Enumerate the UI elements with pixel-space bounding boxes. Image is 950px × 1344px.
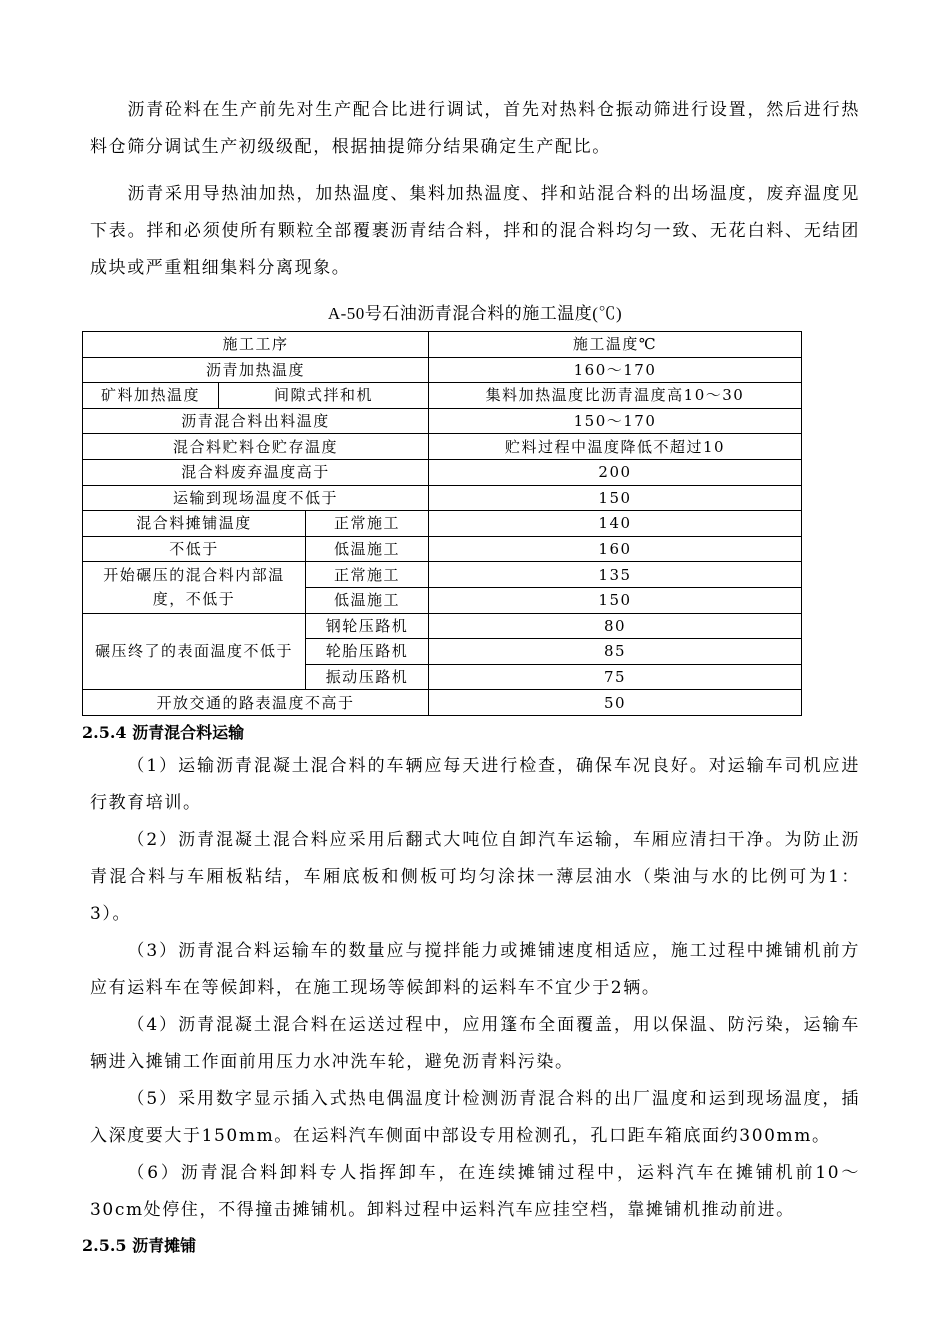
- cell: 50: [429, 690, 802, 716]
- cell: 间隙式拌和机: [219, 383, 429, 409]
- list-item: （4）沥青混凝土混合料在运送过程中，应用篷布全面覆盖，用以保温、防污染，运输车辆进入摊铺工作面前用压力水冲洗车轮，避免沥青料污染。: [90, 1014, 860, 1072]
- cell: 160: [429, 536, 802, 562]
- cell: 沥青加热温度: [83, 357, 429, 383]
- cell: 碾压终了的表面温度不低于: [83, 613, 306, 690]
- cell: 85: [429, 639, 802, 665]
- cell: 160～170: [429, 357, 802, 383]
- cell: 正常施工: [306, 562, 429, 588]
- cell: 150～170: [429, 408, 802, 434]
- temperature-table: [82, 331, 802, 716]
- cell: 集料加热温度比沥青温度高10～30: [429, 383, 802, 409]
- list-item: （3）沥青混合料运输车的数量应与搅拌能力或摊铺速度相适应，施工过程中摊铺机前方应有运料车在等候卸料，在施工现场等候卸料的运料车不宜少于2辆。: [90, 940, 860, 998]
- cell: 矿料加热温度: [83, 383, 219, 409]
- intro-paragraph: 沥青采用导热油加热，加热温度、集料加热温度、拌和站混合料的出场温度，废弃温度见下表。拌和必须使所有颗粒全部覆裹沥青结合料，拌和的混合料均匀一致、无花白料、无结团成块或严重粗细集料分离现象。: [90, 184, 860, 278]
- cell: 轮胎压路机: [306, 639, 429, 665]
- cell: 混合料废弃温度高于: [83, 459, 429, 485]
- cell: 开放交通的路表温度不高于: [83, 690, 429, 716]
- table-row: [83, 536, 802, 562]
- list-item: （5）采用数字显示插入式热电偶温度计检测沥青混合料的出厂温度和运到现场温度，插入深度要大于150mm。在运料汽车侧面中部设专用检测孔，孔口距车箱底面约300mm。: [90, 1088, 860, 1146]
- section-heading-2-5-4: 2.5.4 沥青混合料运输: [82, 722, 245, 742]
- section-2-5-4-body: [90, 748, 860, 1229]
- table-row: [83, 383, 802, 409]
- cell: 混合料贮料仓贮存温度: [83, 434, 429, 460]
- table-row: [83, 357, 802, 383]
- cell: 140: [429, 511, 802, 537]
- table-caption: A-50号石油沥青混合料的施工温度(℃): [327, 304, 623, 323]
- cell: 沥青混合料出料温度: [83, 408, 429, 434]
- header-cell: 施工工序: [83, 332, 429, 358]
- cell: 80: [429, 613, 802, 639]
- cell: 正常施工: [306, 511, 429, 537]
- list-item: （2）沥青混凝土混合料应采用后翻式大吨位自卸汽车运输，车厢应清扫干净。为防止沥青混合料与车厢板粘结，车厢底板和侧板可均匀涂抹一薄层油水（柴油与水的比例可为1：3）。: [90, 829, 860, 924]
- table-row: [83, 690, 802, 716]
- cell: 150: [429, 587, 802, 613]
- cell: 振动压路机: [306, 664, 429, 690]
- cell: 开始碾压的混合料内部温度，不低于: [83, 562, 306, 613]
- list-item: （1）运输沥青混凝土混合料的车辆应每天进行检查，确保车况良好。对运输车司机应进行教育培训。: [90, 755, 860, 813]
- table-row: [83, 408, 802, 434]
- document-page: [82, 92, 860, 1261]
- intro-paragraph: 沥青砼料在生产前先对生产配合比进行调试，首先对热料仓振动筛进行设置，然后进行热料仓筛分调试生产初级级配，根据抽提筛分结果确定生产配比。: [90, 100, 860, 157]
- section-heading-2-5-5: 2.5.5 沥青摊铺: [82, 1235, 197, 1255]
- table-row: [83, 434, 802, 460]
- cell: 低温施工: [306, 536, 429, 562]
- table-row: [83, 562, 802, 588]
- cell: 不低于: [83, 536, 306, 562]
- cell: 200: [429, 459, 802, 485]
- cell: 150: [429, 485, 802, 511]
- table-row: [83, 485, 802, 511]
- cell: 低温施工: [306, 587, 429, 613]
- cell: 运输到现场温度不低于: [83, 485, 429, 511]
- cell: 混合料摊铺温度: [83, 511, 306, 537]
- cell: 135: [429, 562, 802, 588]
- table-row: [83, 511, 802, 537]
- table-header-row: [83, 332, 802, 358]
- cell: 贮料过程中温度降低不超过10: [429, 434, 802, 460]
- list-item: （6）沥青混合料卸料专人指挥卸车，在连续摊铺过程中，运料汽车在摊铺机前10～30cm处停住，不得撞击摊铺机。卸料过程中运料汽车应挂空档，靠摊铺机推动前进。: [90, 1162, 860, 1220]
- table-row: [83, 613, 802, 639]
- table-row: [83, 459, 802, 485]
- header-cell: 施工温度℃: [429, 332, 802, 358]
- cell: 钢轮压路机: [306, 613, 429, 639]
- cell: 75: [429, 664, 802, 690]
